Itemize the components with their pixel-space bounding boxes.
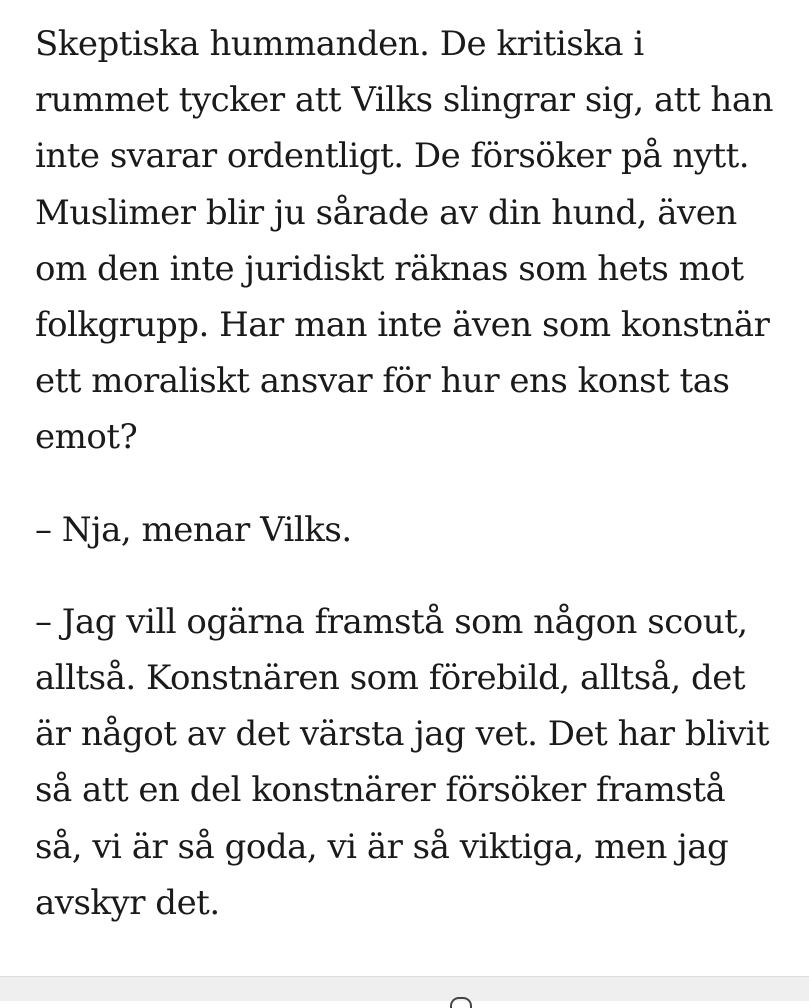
bottom-toolbar — [0, 976, 809, 1001]
paragraph-question: Skeptiska hummanden. De kritiska i rummet tycker att Vilks slingrar sig, att han inte svarar ordentligt. De försöker på nytt. Muslimer blir ju sårade av din hund, även om den inte juridiskt räknas som hets mot folkgrupp. Har man inte även som konstnär ett moraliskt ansvar för hur ens konst tas emot? — [35, 24, 774, 458]
article-body — [35, 16, 785, 967]
paragraph-reply-short: – Nja, menar Vilks. — [35, 509, 352, 550]
paragraph-reply-long: – Jag vill ogärna framstå som någon scout, alltså. Konstnären som förebild, alltså, det är något av det värsta jag vet. Det har blivit så att en del konstnärer försöker framstå så, vi är så goda, vi är så viktiga, men jag avskyr det. — [35, 601, 770, 923]
toolbar-handle-icon[interactable] — [450, 997, 472, 1008]
